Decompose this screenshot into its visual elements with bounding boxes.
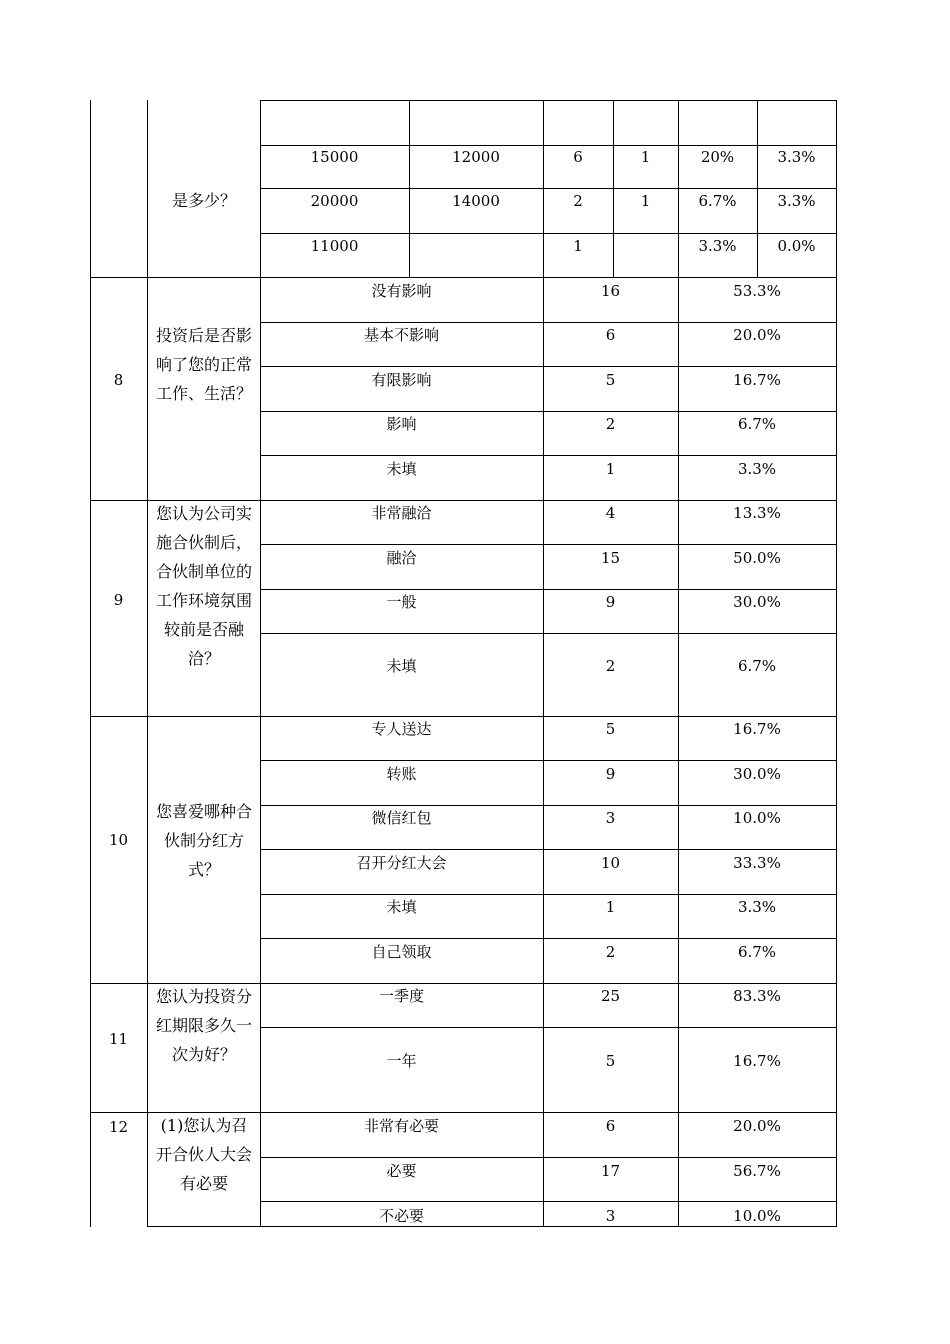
option-percent: 3.3% bbox=[737, 460, 777, 478]
option-label: 召开分红大会 bbox=[356, 854, 447, 872]
cell-value: 12000 bbox=[452, 148, 500, 166]
option-count: 16 bbox=[600, 282, 621, 300]
option-count: 2 bbox=[605, 657, 616, 675]
table-rule bbox=[409, 100, 410, 278]
table-rule bbox=[260, 544, 837, 545]
option-count: 17 bbox=[600, 1162, 621, 1180]
option-percent: 3.3% bbox=[737, 898, 777, 916]
table-rule bbox=[260, 760, 837, 761]
option-percent: 6.7% bbox=[737, 943, 777, 961]
cell-value: 1 bbox=[640, 192, 651, 210]
option-percent: 16.7% bbox=[733, 371, 781, 389]
question-number: 10 bbox=[108, 831, 129, 849]
option-percent: 53.3% bbox=[733, 282, 781, 300]
table-rule bbox=[260, 100, 837, 101]
option-label: 非常有必要 bbox=[363, 1117, 439, 1135]
option-count: 6 bbox=[605, 326, 616, 344]
question-text: 您认为投资分红期限多久一次为好？ bbox=[156, 987, 253, 1064]
cell-value: 11000 bbox=[310, 237, 359, 255]
table-rule bbox=[260, 589, 837, 590]
cell-value: 0.0% bbox=[777, 237, 816, 255]
option-percent: 30.0% bbox=[733, 765, 781, 783]
option-percent: 10.0% bbox=[733, 809, 781, 827]
option-count: 9 bbox=[605, 765, 616, 783]
cell-value: 6.7% bbox=[698, 192, 737, 210]
cell-value: 2 bbox=[573, 192, 583, 210]
option-count: 25 bbox=[600, 987, 621, 1005]
table-rule bbox=[260, 633, 837, 634]
option-count: 3 bbox=[605, 809, 616, 827]
option-label: 未填 bbox=[386, 898, 417, 916]
table-rule bbox=[90, 716, 837, 717]
option-percent: 16.7% bbox=[733, 720, 781, 738]
cell-value: 20% bbox=[700, 148, 735, 166]
table-rule bbox=[260, 894, 837, 895]
cell-value: 1 bbox=[573, 237, 583, 255]
table-rule bbox=[260, 1201, 837, 1202]
table-rule bbox=[260, 411, 837, 412]
table-rule bbox=[90, 277, 837, 278]
table-rule bbox=[260, 188, 837, 189]
option-label: 影响 bbox=[386, 415, 417, 433]
option-count: 3 bbox=[605, 1207, 616, 1225]
option-percent: 13.3% bbox=[733, 504, 781, 522]
table-rule bbox=[260, 849, 837, 850]
cell-value: 14000 bbox=[452, 192, 500, 210]
option-label: 自己领取 bbox=[371, 943, 432, 961]
option-percent: 56.7% bbox=[733, 1162, 781, 1180]
question-text: 您喜爱哪种合伙制分红方式？ bbox=[156, 802, 253, 879]
option-label: 一年 bbox=[386, 1052, 417, 1070]
option-label: 未填 bbox=[386, 460, 417, 478]
option-label: 非常融洽 bbox=[371, 504, 432, 522]
table-rule bbox=[613, 100, 614, 278]
option-label: 基本不影响 bbox=[363, 326, 439, 344]
option-label: 没有影响 bbox=[371, 282, 432, 300]
option-count: 1 bbox=[605, 460, 616, 478]
table-rule bbox=[147, 1226, 837, 1227]
option-count: 1 bbox=[605, 898, 616, 916]
option-label: 必要 bbox=[386, 1162, 417, 1180]
table-left-border bbox=[90, 100, 91, 1227]
option-count: 9 bbox=[605, 593, 616, 611]
cell-value: 3.3% bbox=[777, 148, 816, 166]
option-count: 10 bbox=[600, 854, 621, 872]
option-count: 15 bbox=[600, 549, 621, 567]
cell-value: 3.3% bbox=[698, 237, 737, 255]
option-percent: 16.7% bbox=[733, 1052, 781, 1070]
cell-value: 3.3% bbox=[777, 192, 816, 210]
option-percent: 20.0% bbox=[733, 1117, 781, 1135]
option-label: 未填 bbox=[386, 657, 417, 675]
option-percent: 6.7% bbox=[737, 657, 777, 675]
table-rule bbox=[260, 233, 837, 234]
option-label: 一般 bbox=[386, 593, 417, 611]
option-count: 4 bbox=[605, 504, 616, 522]
option-percent: 10.0% bbox=[733, 1207, 781, 1225]
table-rule bbox=[260, 1027, 837, 1028]
option-label: 微信红包 bbox=[371, 809, 432, 827]
table-rule bbox=[260, 1157, 837, 1158]
cell-value: 15000 bbox=[310, 148, 359, 166]
table-rule bbox=[260, 938, 837, 939]
table-right-border bbox=[836, 100, 837, 1227]
option-label: 转账 bbox=[386, 765, 417, 783]
question-number: 8 bbox=[113, 371, 124, 389]
cell-value: 6 bbox=[573, 148, 583, 166]
option-label: 有限影响 bbox=[371, 371, 432, 389]
option-count: 2 bbox=[605, 415, 616, 433]
cell-value: 1 bbox=[640, 148, 651, 166]
table-rule bbox=[147, 100, 148, 1227]
option-label: 专人送达 bbox=[371, 720, 432, 738]
option-label: 不必要 bbox=[378, 1207, 424, 1225]
option-label: 一季度 bbox=[378, 987, 424, 1005]
option-count: 5 bbox=[605, 371, 616, 389]
option-count: 5 bbox=[605, 720, 616, 738]
option-count: 5 bbox=[605, 1052, 616, 1070]
question-text: 您认为公司实施合伙制后，合伙制单位的工作环境氛围较前是否融洽？ bbox=[156, 504, 253, 668]
table-rule bbox=[260, 366, 837, 367]
question-7-text: 是多少？ bbox=[171, 191, 236, 210]
option-percent: 6.7% bbox=[737, 415, 777, 433]
question-text: (1)您认为召开合伙人大会有必要 bbox=[156, 1116, 253, 1193]
table-rule bbox=[260, 322, 837, 323]
question-number: 11 bbox=[108, 1030, 129, 1048]
question-number: 12 bbox=[108, 1118, 129, 1136]
cell-value: 20000 bbox=[310, 192, 359, 210]
option-percent: 50.0% bbox=[733, 549, 781, 567]
table-rule bbox=[260, 455, 837, 456]
question-number: 9 bbox=[113, 591, 124, 609]
option-percent: 20.0% bbox=[733, 326, 781, 344]
option-percent: 33.3% bbox=[733, 854, 781, 872]
table-rule bbox=[260, 145, 837, 146]
table-rule bbox=[260, 805, 837, 806]
option-percent: 30.0% bbox=[733, 593, 781, 611]
option-count: 6 bbox=[605, 1117, 616, 1135]
option-percent: 83.3% bbox=[733, 987, 781, 1005]
option-count: 2 bbox=[605, 943, 616, 961]
question-text: 投资后是否影响了您的正常工作、生活？ bbox=[156, 326, 253, 403]
option-label: 融洽 bbox=[386, 549, 417, 567]
